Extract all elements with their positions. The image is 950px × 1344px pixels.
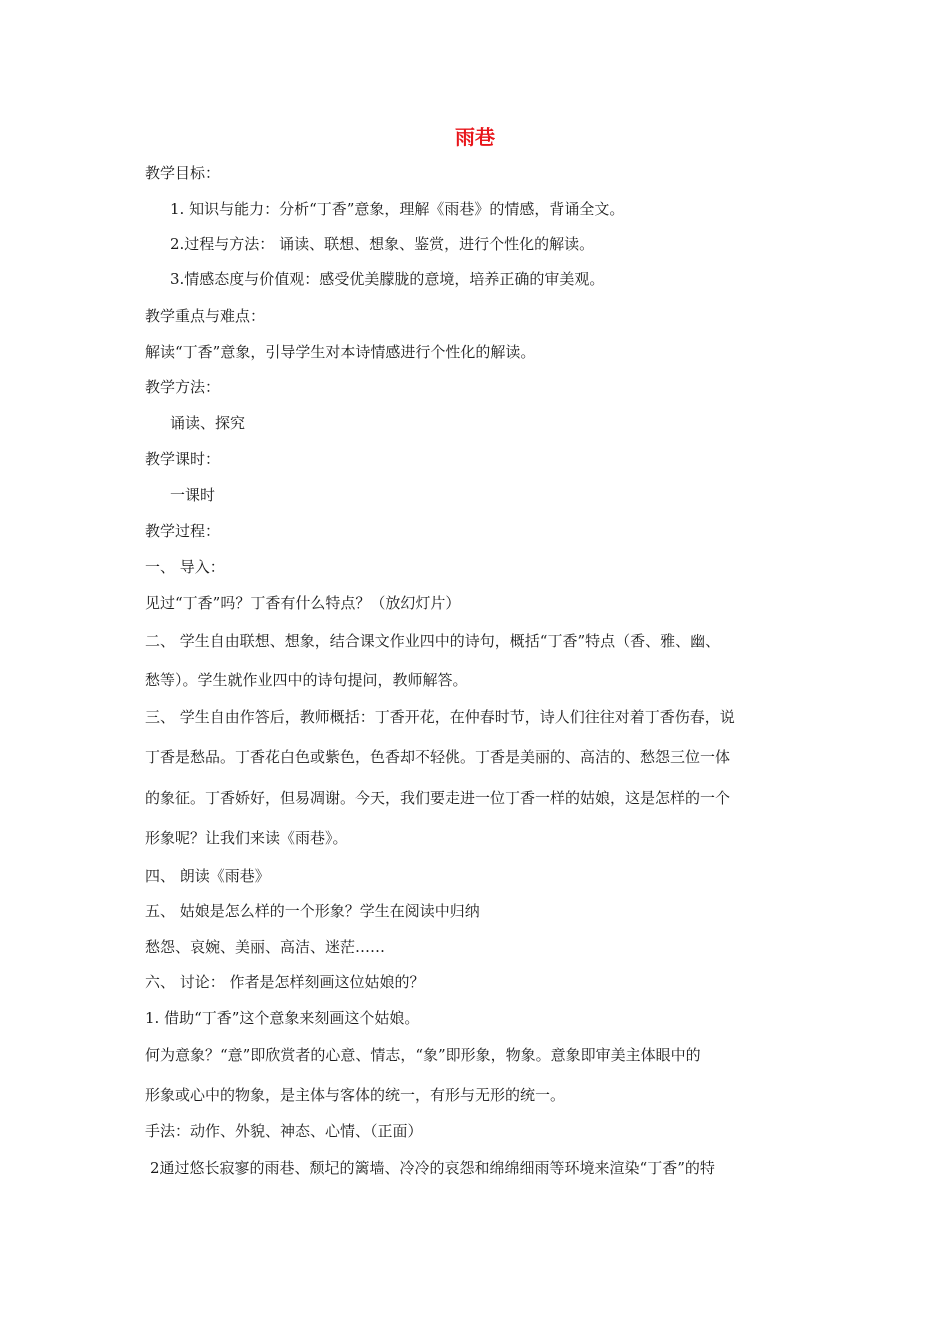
heading-teaching-process: 教学过程： bbox=[145, 522, 221, 540]
step-2-text-line-1: 二、 学生自由联想、想象，结合课文作业四中的诗句，概括“丁香”特点（香、雅、幽、 bbox=[145, 632, 721, 650]
imagery-definition-line-2: 形象或心中的物象，是主体与客体的统一，有形与无形的统一。 bbox=[145, 1086, 566, 1104]
imagery-definition-line-1: 何为意象？“意”即欣赏者的心意、情志，“象”即形象，物象。意象即审美主体眼中的 bbox=[145, 1046, 701, 1064]
goal-item-3: 3.情感态度与价值观：感受优美朦胧的意境，培养正确的审美观。 bbox=[170, 270, 605, 288]
step-5-text: 五、 姑娘是怎么样的一个形象？学生在阅读中归纳 bbox=[145, 902, 480, 920]
step-1-text: 见过“丁香”吗？丁香有什么特点？（放幻灯片） bbox=[145, 594, 461, 612]
class-hours-text: 一课时 bbox=[170, 486, 216, 504]
step-6-point-2: 2通过悠长寂寥的雨巷、颓圮的篱墙、冷冷的哀怨和绵绵细雨等环境来渲染“丁香”的特 bbox=[150, 1159, 715, 1177]
teaching-methods-text: 诵读、探究 bbox=[170, 414, 246, 432]
heading-teaching-goals: 教学目标： bbox=[145, 164, 221, 182]
step-2-text-line-2: 愁等）。学生就作业四中的诗句提问，教师解答。 bbox=[145, 671, 468, 689]
step-3-text-line-2: 丁香是愁品。丁香花白色或紫色，色香却不轻佻。丁香是美丽的、高洁的、愁怨三位一体 bbox=[145, 748, 731, 766]
step-5-answer: 愁怨、哀婉、美丽、高洁、迷茫…… bbox=[145, 938, 386, 956]
step-4-text: 四、 朗读《雨巷》 bbox=[145, 867, 270, 885]
technique-text: 手法：动作、外貌、神态、心情、（正面） bbox=[145, 1122, 423, 1140]
step-3-text-line-4: 形象呢？让我们来读《雨巷》。 bbox=[145, 829, 348, 847]
goal-item-2: 2.过程与方法： 诵读、联想、想象、鉴赏，进行个性化的解读。 bbox=[170, 235, 595, 253]
step-6-point-1: 1. 借助“丁香”这个意象来刻画这个姑娘。 bbox=[145, 1009, 420, 1027]
heading-teaching-methods: 教学方法： bbox=[145, 378, 221, 396]
heading-key-points: 教学重点与难点： bbox=[145, 307, 266, 325]
key-points-text: 解读“丁香”意象，引导学生对本诗情感进行个性化的解读。 bbox=[145, 343, 536, 361]
step-1-heading: 一、 导入： bbox=[145, 558, 225, 576]
goal-item-1: 1. 知识与能力：分析“丁香”意象，理解《雨巷》的情感，背诵全文。 bbox=[170, 200, 625, 218]
heading-class-hours: 教学课时： bbox=[145, 450, 221, 468]
step-6-text: 六、 讨论： 作者是怎样刻画这位姑娘的？ bbox=[145, 973, 425, 991]
step-3-text-line-1: 三、 学生自由作答后，教师概括：丁香开花，在仲春时节，诗人们往往对着丁香伤春，说 bbox=[145, 708, 735, 726]
document-title: 雨巷 bbox=[455, 125, 495, 149]
step-3-text-line-3: 的象征。丁香娇好，但易凋谢。今天，我们要走进一位丁香一样的姑娘，这是怎样的一个 bbox=[145, 789, 731, 807]
